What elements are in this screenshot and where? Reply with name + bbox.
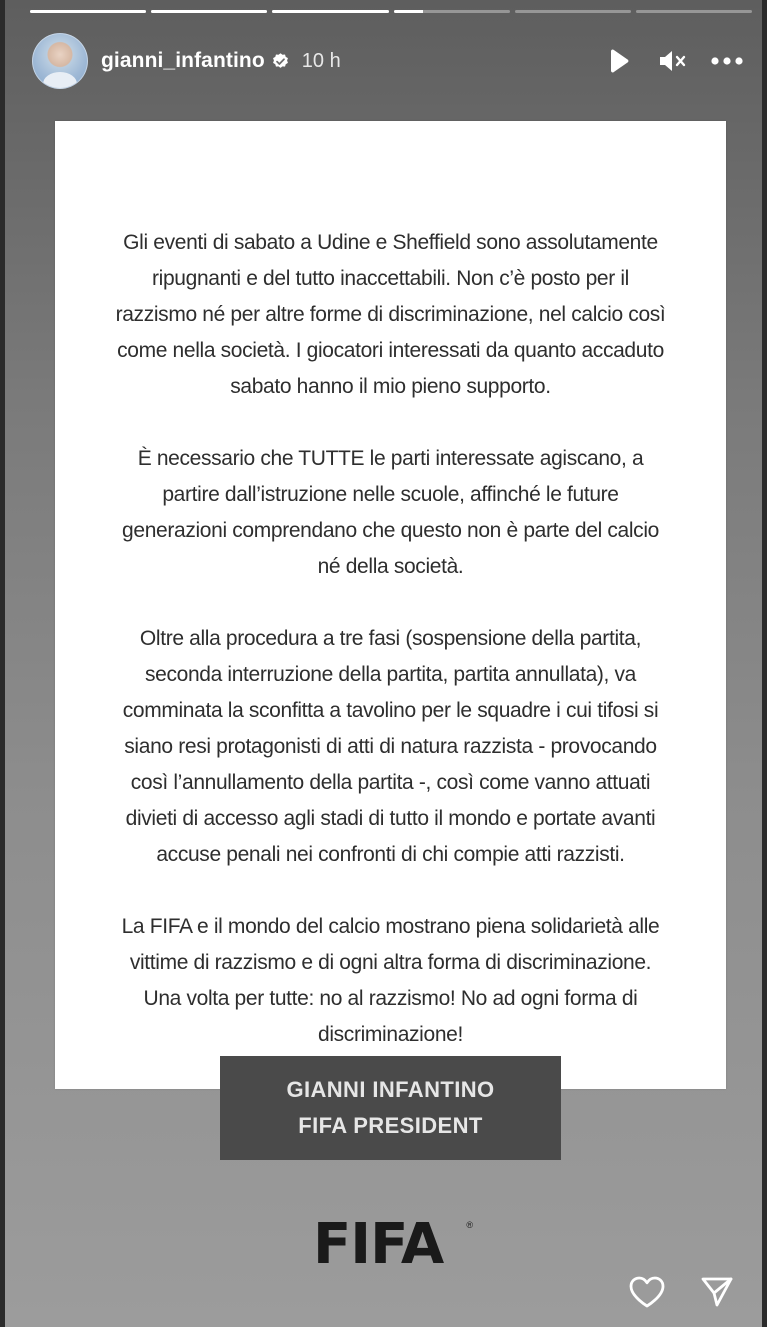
statement-line: È necessario che TUTTE le parti interessate agiscano, a	[137, 447, 644, 470]
heart-icon	[628, 1275, 666, 1309]
more-horizontal-icon	[710, 56, 744, 66]
statement-line: Una volta per tutte: no al razzismo! No ad ogni forma di	[143, 987, 638, 1010]
statement-line: divieti di accesso agli stadi di tutto il mondo e portate avanti	[125, 807, 656, 830]
signature-role: FIFA PRESIDENT	[298, 1113, 483, 1138]
like-button[interactable]	[627, 1272, 667, 1312]
statement-line: né della società.	[317, 555, 464, 578]
right-edge	[762, 0, 767, 1327]
statement-line: accuse penali nei confronti di chi compie atti razzisti.	[156, 843, 625, 866]
avatar[interactable]	[32, 33, 88, 89]
statement-line: Gli eventi di sabato a Udine e Sheffield sono assolutamente	[123, 231, 658, 254]
statement-paragraph	[95, 621, 686, 873]
share-button[interactable]	[697, 1272, 737, 1312]
verified-badge-icon	[271, 52, 290, 71]
story-header	[32, 33, 744, 89]
fifa-logo	[313, 1212, 473, 1277]
fifa-logo-text: FIFA	[313, 1212, 444, 1277]
statement-line: vittime di razzismo e di ogni altra forma di discriminazione.	[129, 951, 652, 974]
progress-segment	[272, 10, 388, 13]
signature-name: GIANNI INFANTINO	[286, 1077, 495, 1102]
username[interactable]: gianni_infantino	[101, 49, 265, 72]
statement-line: razzismo né per altre forme di discriminazione, nel calcio così	[115, 303, 666, 326]
statement-line: ripugnanti e del tutto inaccettabili. Non c’è posto per il	[152, 267, 629, 290]
statement-line: sabato hanno il mio pieno supporto.	[230, 375, 551, 398]
statement-line: Oltre alla procedura a tre fasi (sospensione della partita,	[139, 627, 642, 650]
progress-segment	[151, 10, 267, 13]
statement-line: come nella società. I giocatori interessati da quanto accaduto	[117, 339, 664, 362]
post-time: 10 h	[301, 49, 341, 72]
progress-fill	[30, 10, 146, 13]
statement-line: generazioni comprendano che questo non è parte del calcio	[122, 519, 659, 542]
statement-line: La FIFA e il mondo del calcio mostrano piena solidarietà alle	[121, 915, 660, 938]
story-actions	[627, 1272, 737, 1312]
progress-segment	[30, 10, 146, 13]
play-icon	[607, 48, 631, 74]
statement-text	[95, 225, 686, 1089]
statement-line: partire dall’istruzione nelle scuole, affinché le future	[162, 483, 619, 506]
more-options-button[interactable]	[710, 44, 744, 78]
statement-line: così l’annullamento della partita -, così come vanno attuati	[130, 771, 651, 794]
story-progress-bar	[30, 10, 752, 13]
progress-fill	[151, 10, 267, 13]
left-edge	[0, 0, 5, 1327]
progress-fill	[272, 10, 388, 13]
statement-line: siano resi protagonisti di atti di natura razzista - provocando	[124, 735, 657, 758]
progress-fill	[394, 10, 423, 13]
progress-segment	[515, 10, 631, 13]
progress-segment	[636, 10, 752, 13]
statement-line: seconda interruzione della partita, partita annullata), va	[144, 663, 636, 686]
muted-speaker-icon	[658, 48, 688, 74]
story-controls	[602, 44, 744, 78]
statement-paragraph	[95, 225, 686, 405]
statement-line: discriminazione!	[318, 1023, 463, 1046]
statement-card	[55, 121, 726, 1089]
progress-segment	[394, 10, 510, 13]
statement-line: comminata la sconfitta a tavolino per le squadre i cui tifosi si	[122, 699, 659, 722]
play-button[interactable]	[602, 44, 636, 78]
signature-box	[220, 1056, 561, 1160]
statement-paragraph	[95, 441, 686, 585]
registered-mark: ®	[466, 1220, 473, 1230]
statement-paragraph	[95, 909, 686, 1053]
send-icon	[699, 1274, 735, 1310]
mute-button[interactable]	[656, 44, 690, 78]
